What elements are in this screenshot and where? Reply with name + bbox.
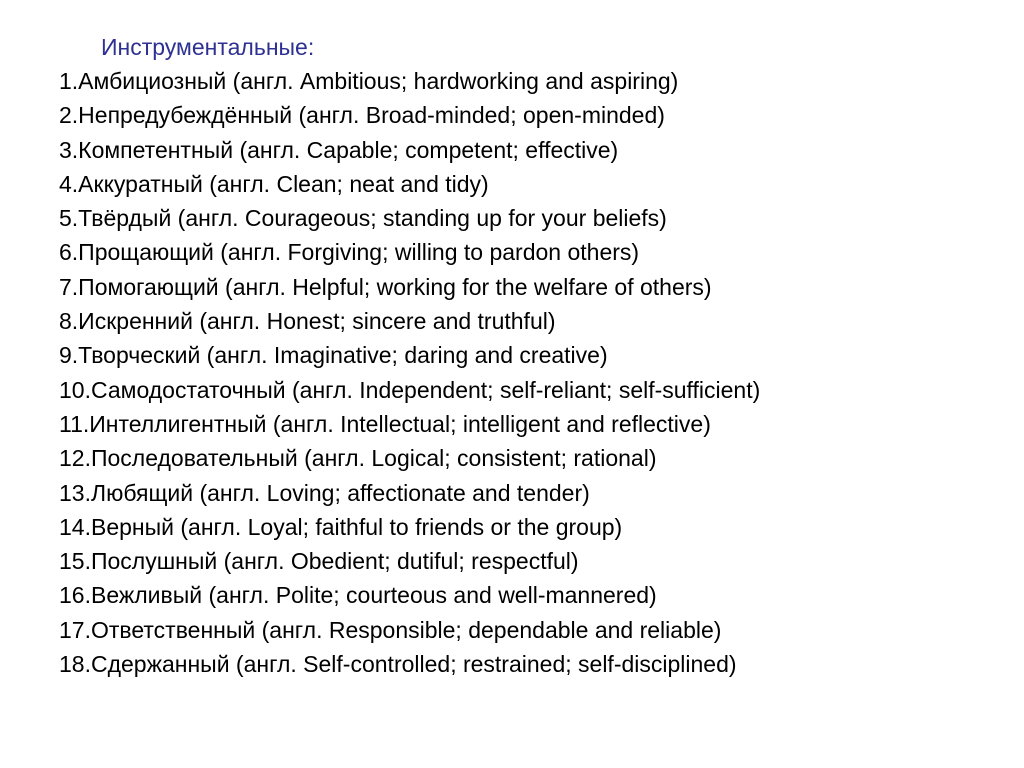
list-item: 7.Помогающий (англ. Helpful; working for the welfare of others) <box>59 273 712 300</box>
list-item: 8.Искренний (англ. Honest; sincere and truthful) <box>59 308 556 335</box>
list-item: 1.Амбициозный (англ. Ambitious; hardworking and aspiring) <box>59 68 679 94</box>
list-item: 5.Твёрдый (англ. Courageous; standing up for your beliefs) <box>59 205 667 232</box>
list-item: 15.Послушный (англ. Obedient; dutiful; respectful) <box>59 548 579 575</box>
values-list <box>59 64 760 681</box>
list-item: 4.Аккуратный (англ. Clean; neat and tidy) <box>59 170 489 197</box>
list-item: 17.Ответственный (англ. Responsible; dependable and reliable) <box>59 616 722 643</box>
list-item: 3.Компетентный (англ. Capable; competent; effective) <box>59 136 619 163</box>
list-item: 12.Последовательный (англ. Logical; consistent; rational) <box>59 445 657 472</box>
list-item: 11.Интеллигентный (англ. Intellectual; intelligent and reflective) <box>59 410 711 437</box>
list-item: 6.Прощающий (англ. Forgiving; willing to pardon others) <box>59 239 640 266</box>
list-item: 13.Любящий (англ. Loving; affectionate and tender) <box>59 479 590 506</box>
slide-heading: Инструментальные: <box>101 34 315 60</box>
list-item: 2.Непредубеждённый (англ. Broad-minded; open-minded) <box>59 102 665 129</box>
list-item: 18.Сдержанный (англ. Self-controlled; restrained; self-disciplined) <box>59 651 737 678</box>
list-item: 9.Творческий (англ. Imaginative; daring and creative) <box>59 342 608 369</box>
list-item: 14.Верный (англ. Loyal; faithful to friends or the group) <box>59 513 623 540</box>
list-item: 16.Вежливый (англ. Polite; courteous and well-mannered) <box>59 582 657 609</box>
list-item: 10.Самодостаточный (англ. Independent; self-reliant; self-sufficient) <box>59 376 761 403</box>
